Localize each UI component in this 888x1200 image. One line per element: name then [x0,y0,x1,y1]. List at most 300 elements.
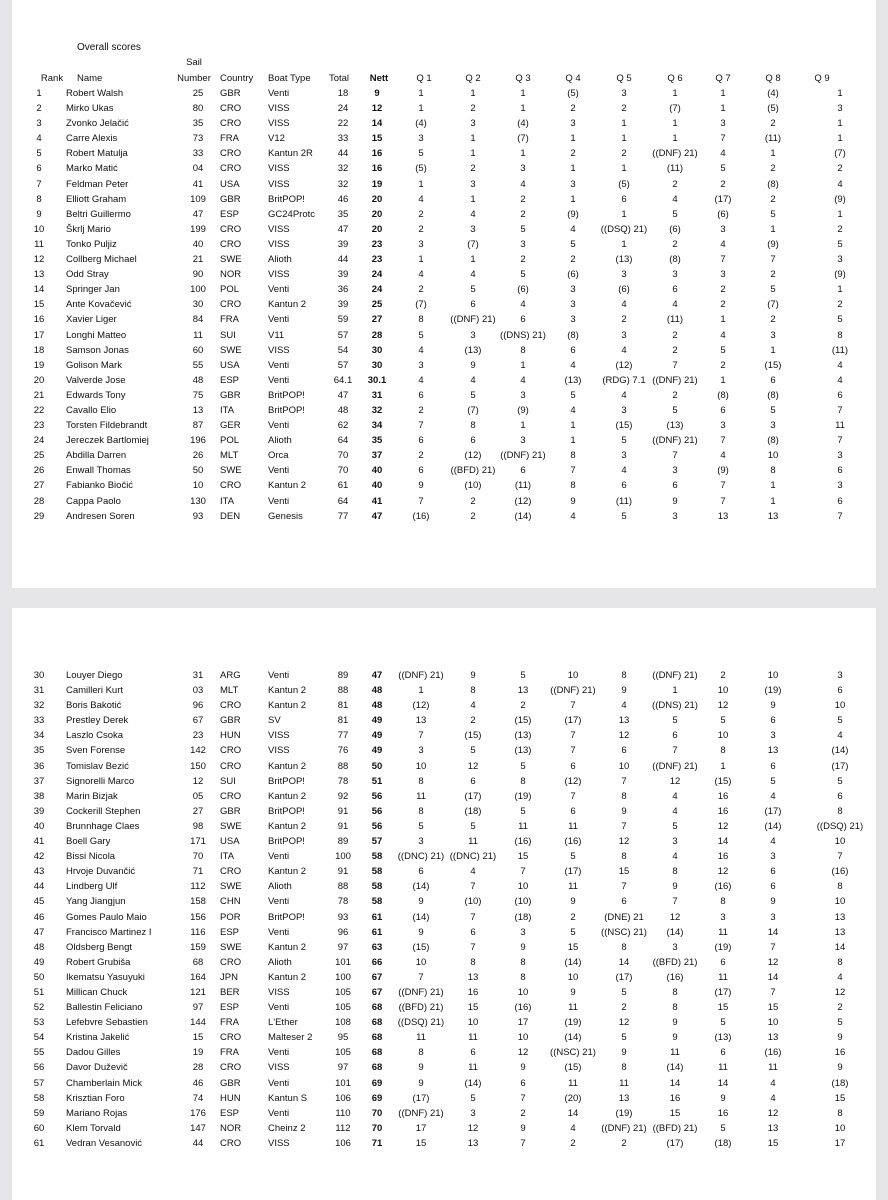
q7-cell: 7 [720,133,726,145]
country-cell: ARG [220,670,241,681]
q2-cell: 4 [470,374,476,386]
q8-cell: 5 [770,775,776,787]
boat-type-cell: Alioth [268,254,292,266]
q6-cell: (7) [669,103,681,115]
q3-cell: 5 [520,670,526,681]
nett-cell: 68 [371,1002,383,1014]
q6-cell: 15 [669,1107,681,1119]
q7-cell: (6) [717,208,729,220]
q5-cell: 10 [618,760,630,772]
total-cell: 91 [337,866,349,878]
rank-cell: 45 [33,896,45,908]
total-cell: 46 [337,193,349,205]
table-row [12,985,880,1000]
rank-cell: 47 [33,926,45,938]
q1-cell: (14) [412,881,430,893]
q8-cell: 5 [770,284,776,296]
q3-cell: (16) [514,836,532,848]
q5-cell: 7 [621,881,627,893]
q1-cell: ((DNF) 21) [398,670,444,681]
q2-cell: 10 [467,1017,479,1029]
nett-cell: 48 [371,685,383,697]
q4-cell: 1 [570,193,576,205]
sail-number-cell: 25 [192,88,204,99]
q2-cell: 8 [470,956,476,968]
boat-type-cell: VISS [268,344,290,356]
q4-cell: 1 [570,133,576,145]
q7-cell: 2 [720,359,726,371]
q1-cell: (4) [415,118,427,130]
q9-cell: 6 [837,389,843,401]
q1-cell: ((BFD) 21) [398,1002,444,1014]
country-cell: CRO [220,956,242,968]
total-cell: 106 [335,1137,351,1149]
name-cell: Oldsberg Bengt [66,941,133,953]
header-q4: Q 4 [565,73,581,84]
table-row [12,358,880,373]
table-row [12,448,880,463]
q8-cell: (16) [764,1047,782,1059]
q3-cell: 2 [520,700,526,712]
country-cell: POL [220,284,240,296]
total-cell: 88 [337,760,349,772]
q9-cell: 13 [834,911,846,923]
rank-cell: 36 [33,760,45,772]
country-cell: MLT [220,450,239,462]
q9-cell: 9 [837,1032,843,1044]
header-name: Name [77,73,103,84]
name-cell: Collberg Michael [66,254,137,266]
rank-cell: 52 [33,1002,45,1014]
boat-type-cell: Venti [268,465,290,477]
table-row [12,1060,880,1075]
boat-type-cell: L'Ether [268,1017,298,1029]
q8-cell: 1 [770,480,776,492]
rank-cell: 35 [33,745,45,757]
q8-cell: 12 [767,1107,779,1119]
q9-cell: (17) [831,760,849,772]
q9-cell: (9) [834,269,846,281]
q9-cell: 3 [837,103,843,115]
q7-cell: 4 [720,450,726,462]
q2-cell: 16 [467,986,479,998]
table-row [12,116,880,131]
boat-type-cell: Alioth [268,956,292,968]
boat-type-cell: Kantun 2 [268,971,307,983]
q3-cell: 15 [517,851,529,863]
q1-cell: 17 [415,1122,427,1134]
header-q5: Q 5 [616,73,632,84]
q6-cell: 3 [672,269,678,281]
q6-cell: ((DNF) 21) [652,148,698,160]
country-cell: JPN [220,971,238,983]
q6-cell: 8 [672,986,678,998]
rank-cell: 19 [33,359,45,371]
q3-cell: 11 [518,820,528,832]
q5-cell: 8 [621,670,627,681]
q3-cell: 1 [520,420,526,432]
q3-cell: (6) [517,284,529,296]
q4-cell: 10 [567,971,579,983]
q7-cell: 1 [720,88,726,99]
sail-number-cell: 28 [192,1062,204,1074]
name-cell: Dadou Gilles [66,1047,121,1059]
header-q1: Q 1 [416,73,432,84]
table-row [12,463,880,478]
nett-cell: 68 [371,1062,383,1074]
q7-cell: 5 [720,163,726,175]
q2-cell: ((BFD) 21) [450,465,496,477]
name-cell: Louyer Diego [66,670,123,681]
q4-cell: 7 [570,730,576,742]
q1-cell: 3 [418,238,424,250]
total-cell: 24 [337,103,349,115]
boat-type-cell: Venti [268,495,290,507]
name-cell: Carre Alexis [66,133,118,145]
q2-cell: 7 [470,911,476,923]
country-cell: CHN [220,896,241,908]
q1-cell: ((DNF) 21) [398,1107,444,1119]
q5-cell: 6 [621,745,627,757]
name-cell: Francisco Martinez I [66,926,152,938]
q2-cell: (10) [464,896,482,908]
total-cell: 47 [337,223,349,235]
table-row [12,192,880,207]
total-cell: 64 [337,435,349,447]
sail-number-cell: 55 [192,359,204,371]
sail-number-cell: 96 [192,700,204,712]
table-row [12,728,880,743]
q5-cell: (5) [618,178,630,190]
q1-cell: 9 [418,1077,424,1089]
sail-number-cell: 27 [192,805,204,817]
name-cell: Millican Chuck [66,986,128,998]
total-cell: 44 [337,148,349,160]
q9-cell: 8 [837,805,843,817]
q5-cell: ((DSQ) 21) [600,223,648,235]
q6-cell: (11) [666,163,684,175]
q5-cell: 3 [621,404,627,416]
name-cell: Cappa Paolo [66,495,121,507]
boat-type-cell: Kantun 2 [268,299,307,311]
q7-cell: 11 [718,1062,728,1074]
nett-cell: 61 [371,926,383,938]
q3-cell: 1 [520,148,526,160]
name-cell: Vedran Vesanović [66,1137,143,1149]
q8-cell: 10 [767,1017,779,1029]
nett-cell: 50 [371,760,383,772]
q8-cell: (8) [767,389,779,401]
rank-cell: 4 [36,133,42,145]
sail-number-cell: 33 [192,148,204,160]
q7-cell: 16 [717,851,729,863]
q9-cell: 4 [837,359,843,371]
name-cell: Marko Matić [66,163,118,175]
q9-cell: 10 [834,1122,846,1134]
name-cell: Marin Bizjak [66,790,118,802]
total-cell: 77 [337,730,349,742]
sail-number-cell: 87 [192,420,204,432]
q5-cell: 11 [619,1077,629,1089]
q6-cell: (16) [666,971,684,983]
country-cell: SWE [220,881,242,893]
country-cell: GBR [220,805,241,817]
q6-cell: 1 [672,133,678,145]
q7-cell: 11 [718,926,728,938]
header-sail-top: Sail [186,57,202,68]
q3-cell: 4 [520,299,526,311]
name-cell: Fabianko Biočić [66,480,134,492]
boat-type-cell: Kantun 2 [268,866,307,878]
country-cell: ITA [220,404,235,416]
q1-cell: 2 [418,404,424,416]
q5-cell: 12 [618,730,630,742]
q1-cell: 7 [418,730,424,742]
q8-cell: 5 [770,208,776,220]
q8-cell: (8) [767,178,779,190]
nett-cell: 30.1 [367,374,387,386]
q9-cell: 1 [837,284,843,296]
header-boat-type: Boat Type [268,73,311,84]
rank-cell: 48 [33,941,45,953]
q8-cell: 1 [770,344,776,356]
boat-type-cell: Venti [268,314,290,326]
q9-cell: 3 [837,450,843,462]
q8-cell: 10 [767,670,779,681]
boat-type-cell: Kantun S [268,1092,308,1104]
q3-cell: (7) [517,133,529,145]
total-cell: 81 [337,715,349,727]
q2-cell: 11 [468,836,478,848]
q2-cell: ((DNF) 21) [450,314,496,326]
rank-cell: 2 [36,103,42,115]
nett-cell: 56 [371,805,383,817]
rank-cell: 60 [33,1122,45,1134]
q1-cell: 3 [418,133,424,145]
country-cell: ITA [220,495,235,507]
q4-cell: 2 [570,911,576,923]
q3-cell: 1 [520,103,526,115]
q5-cell: 3 [621,450,627,462]
q6-cell: ((DNF) 21) [652,435,698,447]
q1-cell: ((DNC) 21) [397,851,445,863]
sail-number-cell: 30 [192,299,204,311]
q4-cell: 3 [570,314,576,326]
q1-cell: 4 [418,269,424,281]
q6-cell: 12 [669,911,681,923]
q5-cell: (12) [615,359,633,371]
nett-cell: 23 [371,254,383,266]
q7-cell: 9 [720,1092,726,1104]
q4-cell: (13) [564,374,582,386]
sail-number-cell: 156 [190,911,206,923]
q7-cell: 3 [720,911,726,923]
q1-cell: ((DNF) 21) [398,986,444,998]
q5-cell: (13) [615,254,633,266]
q4-cell: 4 [570,223,576,235]
table-row [12,910,880,925]
nett-cell: 49 [371,745,383,757]
q6-cell: 16 [669,1092,681,1104]
nett-cell: 48 [371,700,383,712]
total-cell: 100 [335,851,351,863]
boat-type-cell: Venti [268,1047,290,1059]
name-cell: Xavier Liger [66,314,117,326]
rank-cell: 31 [33,685,45,697]
name-cell: Jereczek Bartlomiej [66,435,149,447]
table-row [12,970,880,985]
q1-cell: 1 [418,178,424,190]
q4-cell: 11 [568,881,578,893]
q3-cell: 6 [520,1077,526,1089]
q9-cell: 13 [834,926,846,938]
q2-cell: (10) [464,480,482,492]
country-cell: GBR [220,389,241,401]
q6-cell: 6 [672,730,678,742]
q1-cell: 9 [418,1062,424,1074]
country-cell: GBR [220,715,241,727]
q1-cell: 11 [416,1032,426,1044]
total-cell: 47 [337,389,349,401]
sail-number-cell: 171 [190,836,206,848]
rank-cell: 49 [33,956,45,968]
country-cell: NOR [220,1122,242,1134]
country-cell: CRO [220,480,242,492]
table-row [12,494,880,509]
q9-cell: (11) [831,344,849,356]
sail-number-cell: 04 [192,163,204,175]
country-cell: SWE [220,254,242,266]
q7-cell: 6 [720,1047,726,1059]
q7-cell: 4 [720,329,726,341]
name-cell: Enwall Thomas [66,465,131,477]
name-cell: Krisztian Foro [66,1092,125,1104]
q8-cell: 2 [770,163,776,175]
q5-cell: 5 [621,435,627,447]
q1-cell: ((DSQ) 21) [397,1017,445,1029]
q9-cell: 1 [837,208,843,220]
q1-cell: 4 [418,374,424,386]
q5-cell: 6 [621,480,627,492]
q2-cell: 5 [470,284,476,296]
q4-cell: 5 [570,926,576,938]
q4-cell: 5 [570,238,576,250]
q6-cell: (14) [666,926,684,938]
boat-type-cell: Malteser 2 [268,1032,313,1044]
q2-cell: 6 [470,926,476,938]
header-sail-number: Number [177,73,211,84]
q1-cell: (7) [415,299,427,311]
q3-cell: 9 [520,1122,526,1134]
q9-cell: 1 [837,133,843,145]
q3-cell: (19) [514,790,532,802]
q3-cell: (4) [517,118,529,130]
q1-cell: 10 [415,956,427,968]
q1-cell: 2 [418,223,424,235]
nett-cell: 67 [371,986,383,998]
q7-cell: (17) [714,193,732,205]
q9-cell: 8 [837,329,843,341]
country-cell: BER [220,986,240,998]
q8-cell: 11 [768,1062,778,1074]
table-row [12,668,880,683]
q6-cell: ((BFD) 21) [652,1122,698,1134]
nett-cell: 37 [371,450,383,462]
country-cell: SWE [220,941,242,953]
q8-cell: 14 [767,971,779,983]
q7-cell: 7 [720,480,726,492]
rank-cell: 6 [36,163,42,175]
q9-cell: 6 [837,685,843,697]
q1-cell: 2 [418,284,424,296]
q8-cell: 6 [770,881,776,893]
q2-cell: 1 [470,88,476,99]
q8-cell: 9 [770,896,776,908]
q2-cell: 4 [470,269,476,281]
nett-cell: 67 [371,971,383,983]
q7-cell: 2 [720,299,726,311]
total-cell: 91 [337,820,349,832]
country-cell: CRO [220,700,242,712]
q9-cell: 10 [834,896,846,908]
q3-cell: (16) [514,1002,532,1014]
rank-cell: 38 [33,790,45,802]
q7-cell: 2 [720,284,726,296]
rank-cell: 54 [33,1032,45,1044]
q1-cell: 8 [418,775,424,787]
total-cell: 77 [337,510,349,522]
q3-cell: 2 [520,254,526,266]
rank-cell: 32 [33,700,45,712]
rank-cell: 11 [34,238,44,250]
q8-cell: 2 [770,314,776,326]
country-cell: HUN [220,730,241,742]
q9-cell: 12 [834,986,846,998]
q4-cell: 9 [570,896,576,908]
rank-cell: 33 [33,715,45,727]
name-cell: Ballestin Feliciano [66,1002,143,1014]
q7-cell: 16 [717,805,729,817]
name-cell: Klem Torvald [66,1122,121,1134]
q7-cell: 16 [717,1107,729,1119]
name-cell: Tomislav Bezić [66,760,129,772]
q2-cell: 15 [467,1002,479,1014]
table-row [12,403,880,418]
name-cell: Kristina Jakelić [66,1032,130,1044]
boat-type-cell: Orca [268,450,289,462]
q2-cell: 1 [470,254,476,266]
table-row [12,252,880,267]
total-cell: 54 [337,344,349,356]
nett-cell: 49 [371,715,383,727]
header-q7: Q 7 [715,73,731,84]
name-cell: Odd Stray [66,269,109,281]
q6-cell: 4 [672,851,678,863]
q4-cell: 8 [570,480,576,492]
sail-number-cell: 40 [192,238,204,250]
table-row [12,759,880,774]
q2-cell: 3 [470,223,476,235]
header-nett: Nett [369,73,389,84]
q3-cell: 3 [520,435,526,447]
q4-cell: (19) [564,1017,582,1029]
q2-cell: 11 [468,1032,478,1044]
sail-number-cell: 73 [192,133,204,145]
rank-cell: 26 [33,465,45,477]
total-cell: 64 [337,495,349,507]
name-cell: Andresen Soren [66,510,135,522]
name-cell: Sven Forense [66,745,126,757]
